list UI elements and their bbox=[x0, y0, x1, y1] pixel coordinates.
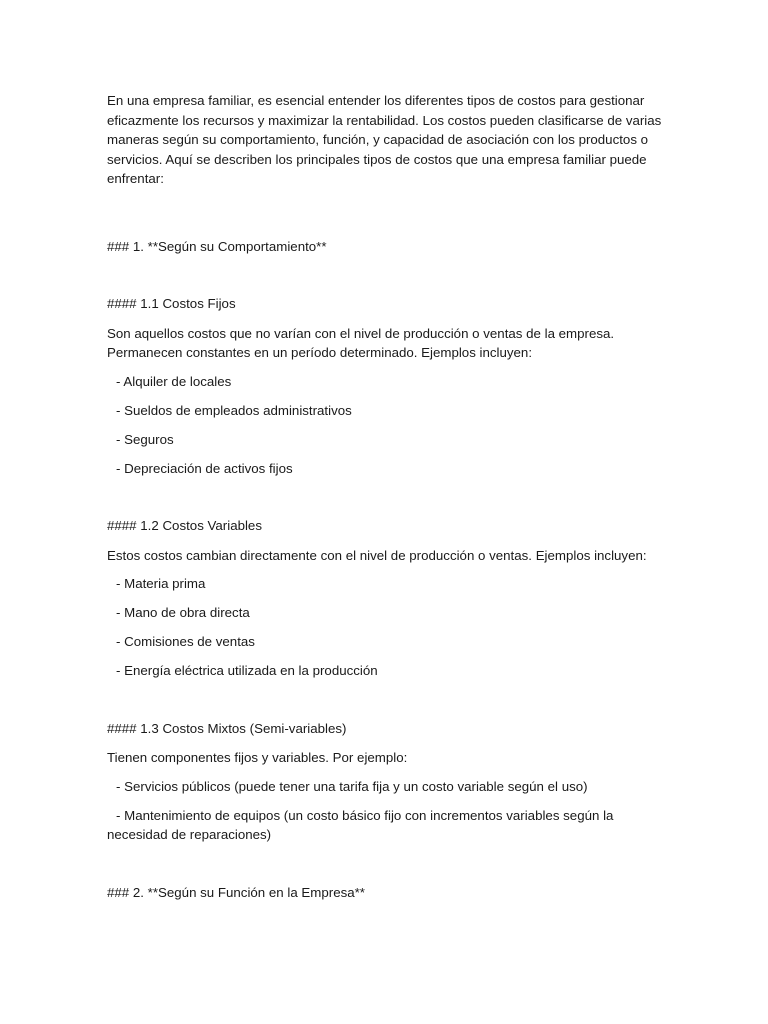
list-item: - Depreciación de activos fijos bbox=[116, 460, 293, 476]
variable-costs-heading: #### 1.2 Costos Variables bbox=[107, 518, 262, 533]
variable-costs-description: Estos costos cambian directamente con el nivel de producción o ventas. Ejemplos incluyen: bbox=[107, 547, 647, 563]
mixed-costs-description: Tienen componentes fijos y variables. Por ejemplo: bbox=[107, 750, 408, 765]
list-item: - Energía eléctrica utilizada en la producción bbox=[116, 663, 378, 678]
list-item: - Alquiler de locales bbox=[116, 373, 232, 389]
list-item: - Servicios públicos (puede tener una tarifa fija y un costo variable según el uso) bbox=[116, 778, 588, 794]
intro-paragraph: En una empresa familiar, es esencial entender los diferentes tipos de costos para gestionar eficazmente los recursos y maximizar la rentabilidad. Los costos pueden clasificarse de varias maneras según su comportamiento, función, y capacidad de asociación con los productos o servicios. Aquí se describen los principales tipos de costos que una empresa familiar puede enfrentar: bbox=[107, 93, 662, 186]
document-page bbox=[107, 91, 667, 940]
fixed-costs-heading: #### 1.1 Costos Fijos bbox=[107, 296, 236, 311]
section-2-heading: ### 2. **Según su Función en la Empresa** bbox=[107, 884, 365, 900]
list-item: - Mano de obra directa bbox=[116, 605, 250, 620]
list-item: - Mantenimiento de equipos (un costo básico fijo con incrementos variables según la necesidad de reparaciones) bbox=[107, 807, 614, 842]
section-1-heading: ### 1. **Según su Comportamiento** bbox=[107, 238, 327, 254]
fixed-costs-description: Son aquellos costos que no varían con el nivel de producción o ventas de la empresa. Permanecen constantes en un período determinado. Ejemplos incluyen: bbox=[107, 325, 615, 360]
mixed-costs-heading: #### 1.3 Costos Mixtos (Semi-variables) bbox=[107, 720, 347, 736]
list-item: - Materia prima bbox=[116, 576, 206, 591]
list-item: - Seguros bbox=[116, 431, 174, 447]
list-item: - Comisiones de ventas bbox=[116, 634, 255, 649]
list-item: - Sueldos de empleados administrativos bbox=[116, 402, 352, 418]
